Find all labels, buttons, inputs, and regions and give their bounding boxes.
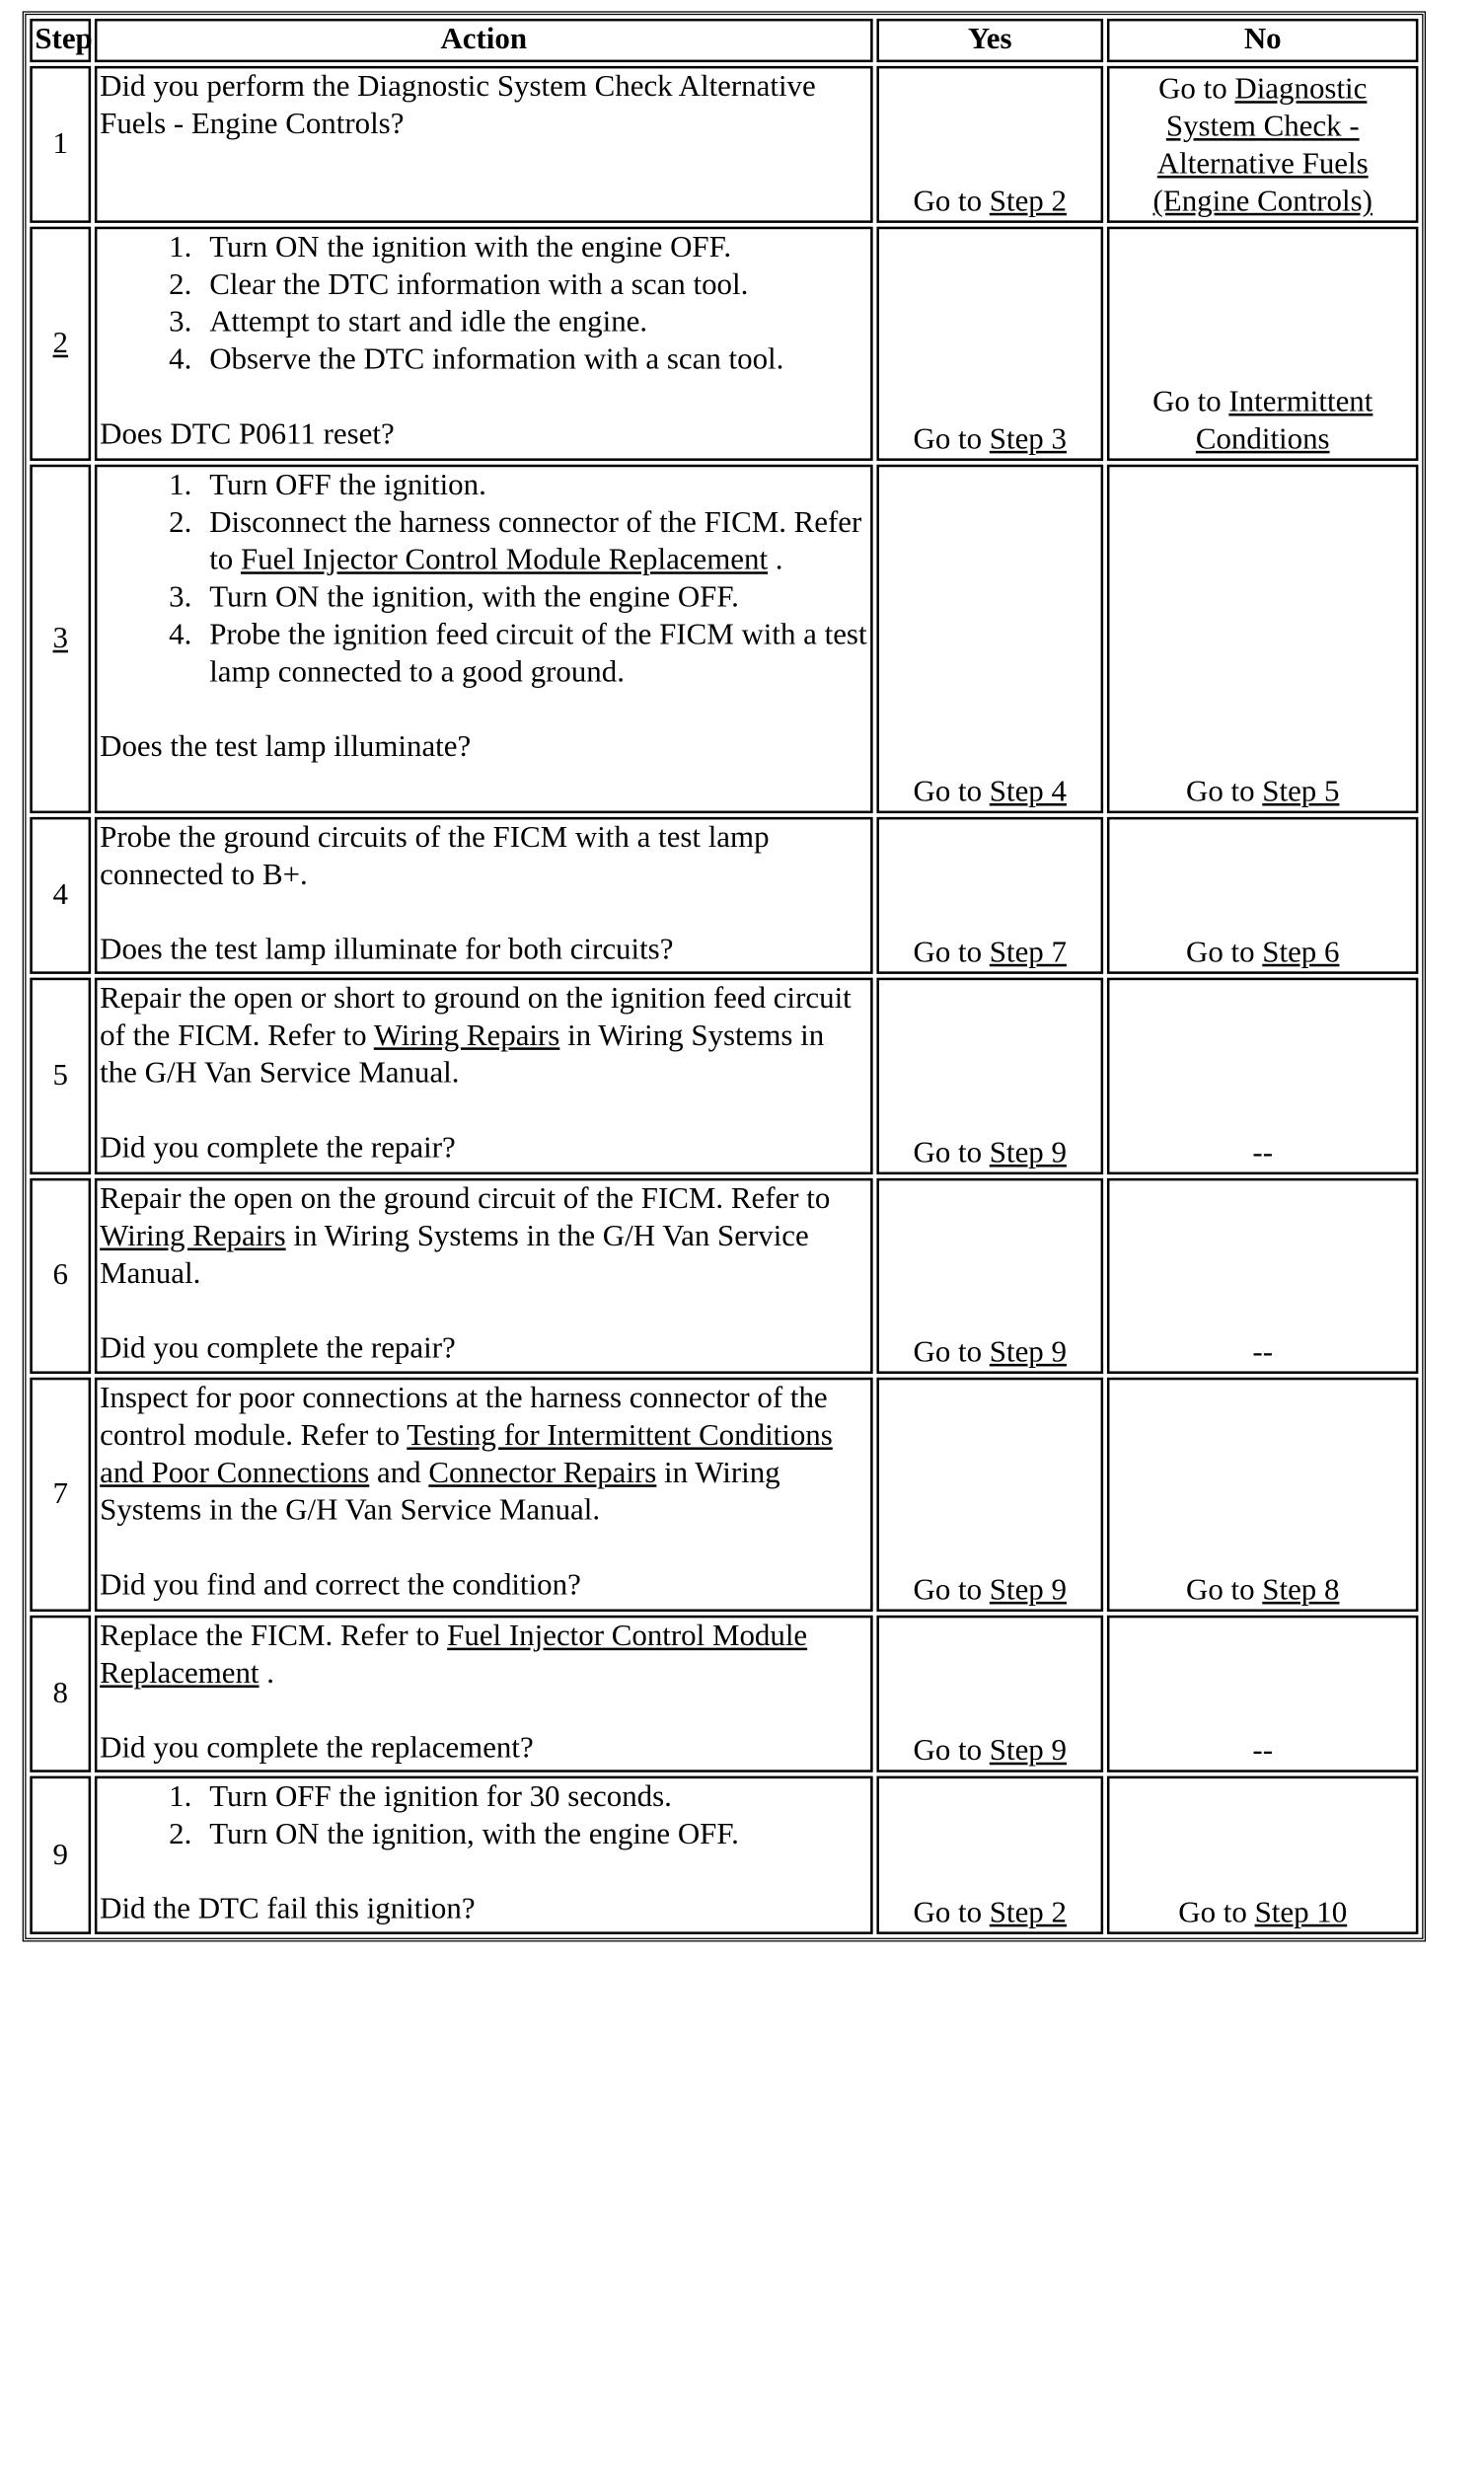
action-step-text: .	[775, 543, 783, 577]
action-text: Repair the open or short to ground on the ignition feed circuit of the FICM. Refer to	[100, 982, 852, 1053]
wiring-repairs-link[interactable]: Wiring Repairs	[100, 1219, 286, 1253]
step-number: 4	[30, 817, 91, 975]
action-question: Did you complete the replacement?	[100, 1730, 534, 1765]
action-cell	[95, 1615, 872, 1772]
go-to-text: Go to	[1158, 72, 1227, 107]
step-number: 5	[30, 978, 91, 1173]
action-text: .	[266, 1656, 274, 1691]
go-to-text: Go to	[913, 1734, 983, 1769]
action-cell	[95, 978, 872, 1173]
table-row	[30, 1615, 1418, 1772]
go-to-text: Go to	[913, 185, 983, 219]
action-steps-list	[100, 467, 867, 691]
action-text: in Wiring Systems in the G/H Van Service Manual.	[100, 1456, 780, 1528]
go-to-text: Go to	[913, 1135, 983, 1169]
connector-repairs-link[interactable]: Connector Repairs	[428, 1456, 657, 1490]
yes-link[interactable]: Step 2	[989, 185, 1067, 219]
no-cell	[1107, 66, 1418, 224]
action-question: Did you complete the repair?	[100, 1330, 456, 1365]
action-step: 1. Turn OFF the ignition for 30 seconds.	[199, 1779, 867, 1817]
action-question: Does the test lamp illuminate?	[100, 729, 472, 764]
table-row	[30, 1177, 1418, 1373]
table-row	[30, 1776, 1418, 1934]
yes-cell	[876, 1615, 1103, 1772]
step-number[interactable]: 2	[52, 326, 69, 360]
table-row	[30, 465, 1418, 813]
action-text: in Wiring Systems in the G/H Van Service Manual.	[100, 1219, 809, 1291]
step-number: 1	[30, 66, 91, 224]
action-text: in Wiring Systems in the G/H Van Service Manual.	[100, 1018, 825, 1091]
action-cell	[95, 817, 872, 975]
action-step: 1. Turn ON the ignition with the engine OFF.	[199, 230, 867, 267]
yes-link[interactable]: Step 4	[989, 774, 1067, 808]
intermittent-conditions-link[interactable]: Testing for Intermittent Conditions and Poor Connections	[100, 1418, 833, 1490]
go-to-text: Go to	[913, 1895, 983, 1929]
action-step	[199, 504, 867, 579]
no-link[interactable]: Step 10	[1254, 1895, 1348, 1929]
replacement-link[interactable]: Fuel Injector Control Module Replacement	[100, 1619, 808, 1691]
action-step: 2. Turn ON the ignition, with the engine OFF.	[199, 1816, 867, 1853]
no-link[interactable]: Intermittent Conditions	[1195, 385, 1373, 457]
table-row	[30, 66, 1418, 224]
go-to-text: Go to	[913, 936, 983, 970]
action-text: Probe the ground circuits of the FICM with a test lamp connected to B+.	[100, 820, 770, 892]
no-cell: --	[1107, 1615, 1418, 1772]
action-step-text: Disconnect the harness connector of the FICM. Refer to	[209, 505, 862, 577]
replacement-link[interactable]: Fuel Injector Control Module Replacement	[240, 543, 769, 577]
action-question: Does the test lamp illuminate for both circuits?	[100, 933, 674, 967]
table-row	[30, 1378, 1418, 1612]
action-question: Did you find and correct the condition?	[100, 1567, 581, 1602]
go-to-text: Go to	[913, 1572, 983, 1607]
diagnostic-table	[23, 11, 1426, 1941]
table-row	[30, 817, 1418, 975]
table-row	[30, 978, 1418, 1173]
no-link[interactable]: Step 5	[1262, 774, 1340, 808]
yes-link[interactable]: Step 9	[989, 1135, 1067, 1169]
action-text: Repair the open on the ground circuit of the FICM. Refer to	[100, 1181, 831, 1216]
yes-cell	[876, 66, 1103, 224]
yes-cell	[876, 465, 1103, 813]
wiring-repairs-link[interactable]: Wiring Repairs	[373, 1018, 560, 1053]
action-step: 3. Turn ON the ignition, with the engine OFF.	[199, 579, 867, 617]
action-text: Did you perform the Diagnostic System Check Alternative Fuels - Engine Controls?	[100, 69, 816, 141]
action-step: 4. Probe the ignition feed circuit of the FICM with a test lamp connected to a good ground.	[199, 617, 867, 692]
action-step: 1. Turn OFF the ignition.	[199, 467, 867, 504]
action-cell	[95, 66, 872, 224]
no-cell	[1107, 1776, 1418, 1934]
action-cell	[95, 1776, 872, 1934]
header-action: Action	[95, 19, 872, 62]
go-to-text: Go to	[1185, 1572, 1255, 1607]
yes-link[interactable]: Step 3	[989, 421, 1067, 457]
step-number: 9	[30, 1776, 91, 1934]
yes-cell	[876, 978, 1103, 1173]
yes-link[interactable]: Step 9	[989, 1734, 1067, 1769]
header-yes: Yes	[876, 19, 1103, 62]
go-to-text: Go to	[1178, 1895, 1247, 1929]
yes-link[interactable]: Step 7	[989, 936, 1067, 970]
action-question: Does DTC P0611 reset?	[100, 417, 395, 452]
action-text: and	[376, 1456, 421, 1490]
header-no: No	[1107, 19, 1418, 62]
header-step: Step	[30, 19, 91, 62]
table-row	[30, 227, 1418, 461]
action-step: 3. Attempt to start and idle the engine.	[199, 304, 867, 341]
action-steps-list	[100, 1779, 867, 1854]
no-cell: --	[1107, 1177, 1418, 1373]
step-number: 8	[30, 1615, 91, 1772]
table-header-row	[30, 19, 1418, 62]
no-link[interactable]: Step 8	[1262, 1572, 1340, 1607]
yes-link[interactable]: Step 2	[989, 1895, 1067, 1929]
no-cell	[1107, 227, 1418, 461]
action-steps-list	[100, 230, 867, 379]
no-cell	[1107, 465, 1418, 813]
step-number[interactable]: 3	[52, 621, 69, 655]
action-question: Did the DTC fail this ignition?	[100, 1892, 476, 1926]
go-to-text: Go to	[1152, 385, 1222, 419]
action-text: Replace the FICM. Refer to	[100, 1619, 440, 1653]
go-to-text: Go to	[913, 774, 983, 808]
step-number-cell[interactable]	[30, 227, 91, 461]
action-step: 4. Observe the DTC information with a scan tool.	[199, 341, 867, 379]
go-to-text: Go to	[913, 1334, 983, 1369]
action-text: Inspect for poor connections at the harness connector of the control module. Refer to	[100, 1381, 828, 1453]
no-cell: --	[1107, 978, 1418, 1173]
no-cell	[1107, 1378, 1418, 1612]
no-link[interactable]: Diagnostic System Check - Alternative Fuels (Engine Controls)	[1152, 72, 1373, 219]
step-number: 6	[30, 1177, 91, 1373]
no-link[interactable]: Step 6	[1262, 936, 1340, 970]
action-step: 2. Clear the DTC information with a scan tool.	[199, 266, 867, 304]
action-cell	[95, 1378, 872, 1612]
yes-cell	[876, 1378, 1103, 1612]
action-cell	[95, 1177, 872, 1373]
yes-cell	[876, 1177, 1103, 1373]
yes-link[interactable]: Step 9	[989, 1334, 1067, 1369]
action-question: Did you complete the repair?	[100, 1131, 456, 1166]
yes-cell	[876, 1776, 1103, 1934]
go-to-text: Go to	[1185, 774, 1255, 808]
no-cell	[1107, 817, 1418, 975]
action-cell	[95, 227, 872, 461]
yes-link[interactable]: Step 9	[989, 1572, 1067, 1607]
yes-cell	[876, 817, 1103, 975]
go-to-text: Go to	[913, 421, 983, 457]
go-to-text: Go to	[1185, 936, 1255, 970]
step-number: 7	[30, 1378, 91, 1612]
step-number-cell[interactable]	[30, 465, 91, 813]
action-cell	[95, 465, 872, 813]
yes-cell	[876, 227, 1103, 461]
